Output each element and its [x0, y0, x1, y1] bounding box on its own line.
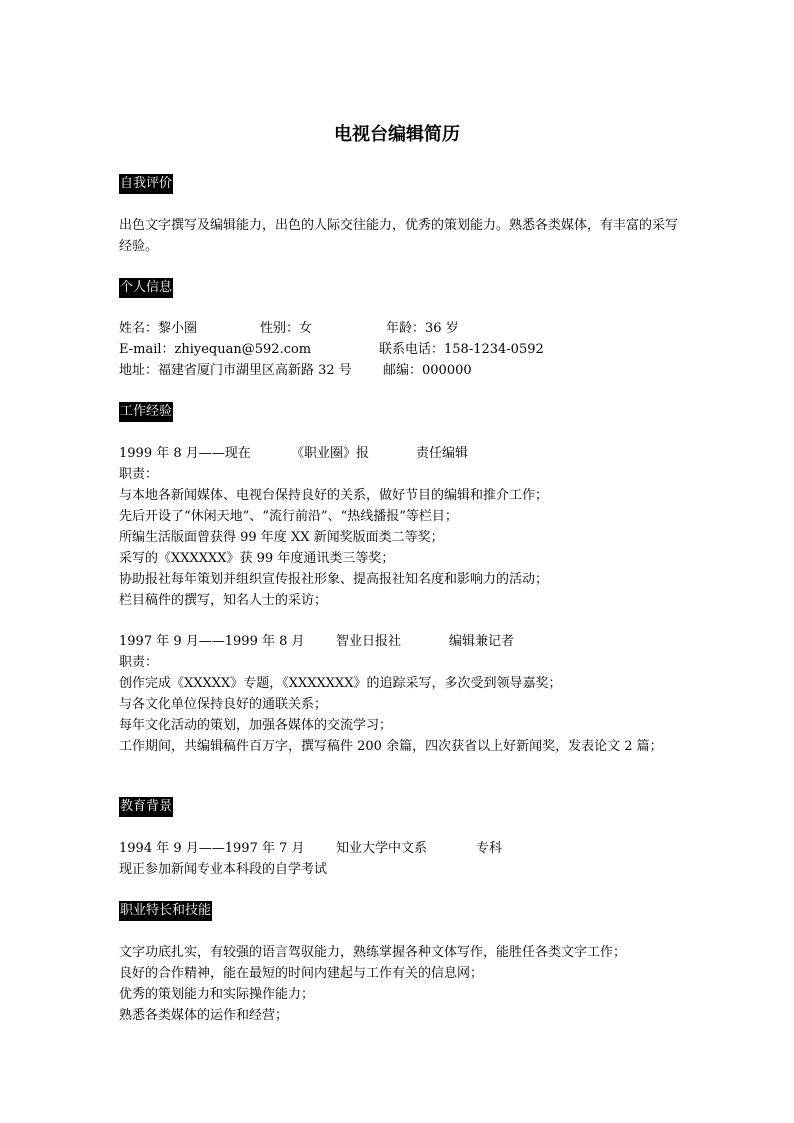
job-position: 责任编辑	[416, 446, 469, 461]
skill-item: 熟悉各类媒体的运作和经营；	[119, 1008, 289, 1023]
job-company: 智业日报社	[336, 634, 402, 649]
job-duty-item: 栏目稿件的撰写，知名人士的采访；	[119, 593, 328, 608]
job-duty-item: 协助报社每年策划并组织宣传报社形象、提高报社知名度和影响力的活动；	[119, 572, 549, 587]
skill-item: 优秀的策划能力和实际操作能力；	[119, 987, 315, 1002]
job-duty-item: 工作期间，共编辑稿件百万字，撰写稿件 200 余篇，四次获省以上好新闻奖，发表论文 2 篇；	[119, 739, 663, 754]
page-title: 电视台编辑简历	[334, 124, 460, 145]
personal-email: E-mail：zhiyequan@592.com	[119, 342, 312, 357]
job-period: 1997 年 9 月——1999 年 8 月	[119, 634, 305, 649]
job-duty-item: 与本地各新闻媒体、电视台保持良好的关系，做好节目的编辑和推介工作；	[119, 488, 549, 503]
job-duty-item: 创作完成《XXXXX》专题，《XXXXXXX》的追踪采写，多次受到领导嘉奖；	[119, 676, 562, 691]
section-heading-personal: 个人信息	[119, 278, 173, 298]
job-duties-label: 职责：	[119, 467, 159, 482]
skill-item: 良好的合作精神，能在最短的时间内建起与工作有关的信息网；	[119, 966, 484, 981]
section-heading-education: 教育背景	[119, 797, 173, 817]
job-period: 1999 年 8 月——现在	[119, 446, 251, 461]
personal-gender: 性别：女	[260, 321, 313, 336]
education-period: 1994 年 9 月——1997 年 7 月	[119, 841, 305, 856]
personal-age: 年龄：36 岁	[386, 321, 459, 336]
education-degree: 专科	[476, 841, 503, 856]
self-eval-text: 出色文字撰写及编辑能力，出色的人际交往能力，优秀的策划能力。熟悉各类媒体，有丰富的采写经验。	[119, 218, 679, 254]
job-duty-item: 采写的《XXXXXX》获 99 年度通讯类三等奖；	[119, 551, 395, 566]
personal-address: 地址：福建省厦门市湖里区高新路 32 号	[119, 363, 352, 378]
education-note: 现正参加新闻专业本科段的自学考试	[119, 862, 328, 877]
job-position: 编辑兼记者	[449, 634, 515, 649]
job-duties-label: 职责：	[119, 655, 159, 670]
personal-phone: 联系电话：158-1234-0592	[379, 342, 544, 357]
job-duty-item: 每年文化活动的策划，加强各媒体的交流学习；	[119, 718, 393, 733]
job-duty-item: 先后开设了“休闲天地”、“流行前沿”、“热线播报”等栏目；	[119, 509, 458, 524]
education-school: 知业大学中文系	[336, 841, 428, 856]
section-heading-self-eval: 自我评价	[119, 174, 173, 194]
section-heading-skills: 职业特长和技能	[119, 901, 212, 921]
skill-item: 文字功底扎实，有较强的语言驾驭能力，熟练掌握各种文体写作，能胜任各类文字工作；	[119, 945, 627, 960]
job-duty-item: 所编生活版面曾获得 99 年度 XX 新闻奖版面类二等奖；	[119, 530, 444, 545]
personal-name: 姓名：黎小圈	[119, 321, 198, 336]
job-duty-item: 与各文化单位保持良好的通联关系；	[119, 697, 328, 712]
section-heading-work: 工作经验	[119, 402, 173, 422]
personal-postcode: 邮编：000000	[383, 363, 472, 378]
job-company: 《职业圈》报	[291, 446, 370, 461]
